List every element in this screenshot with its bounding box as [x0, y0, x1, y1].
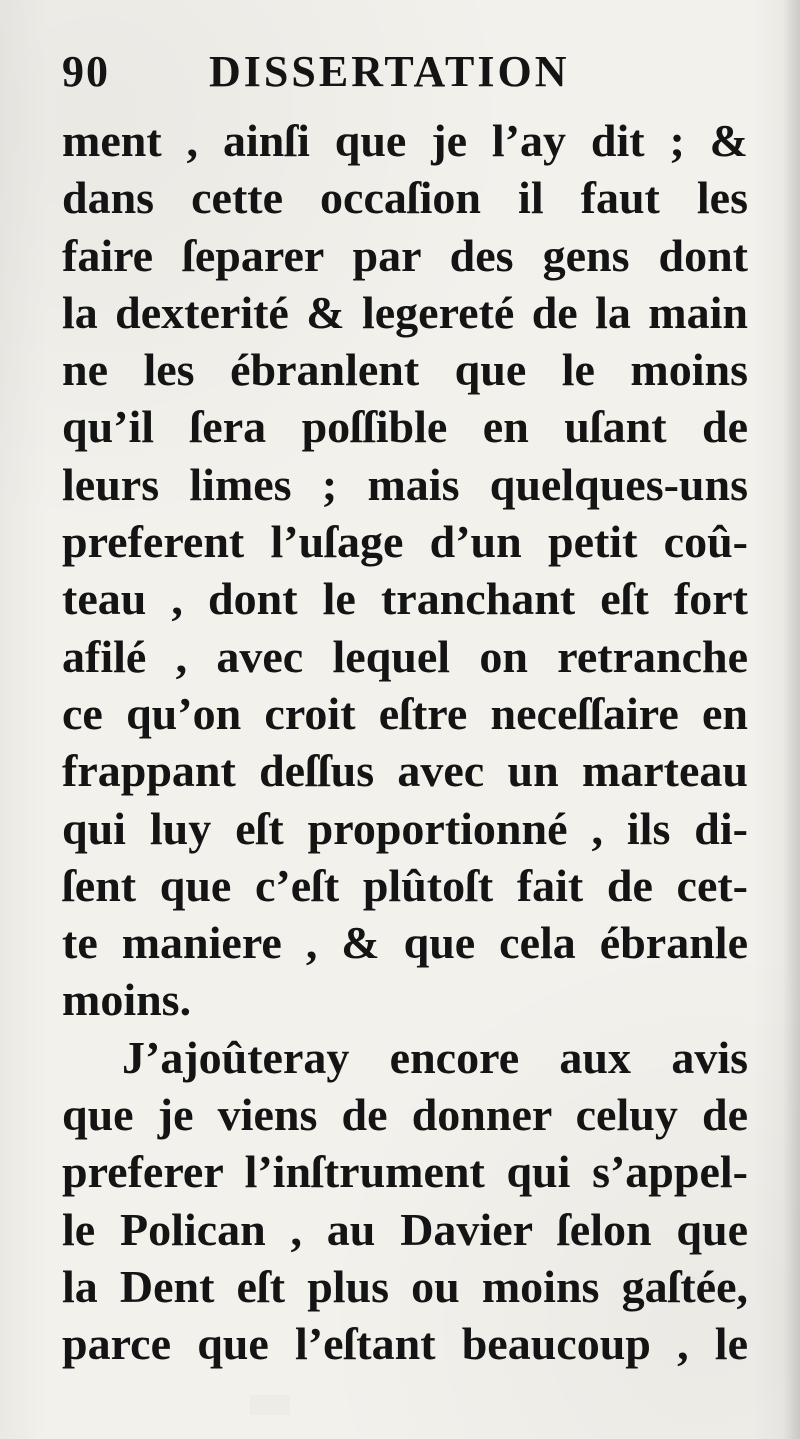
text-line-15: te maniere , & que cela ébranle: [62, 917, 748, 969]
text-line-19: preferer l’inſtrument qui s’appel-: [62, 1146, 748, 1198]
text-line-8: preferent l’uſage d’un petit coû-: [62, 516, 748, 568]
text-line-12: frappant deſſus avec un marteau: [62, 745, 748, 797]
text-line-22: parce que l’eſtant beaucoup , le: [62, 1318, 748, 1370]
text-line-2: dans cette occaſion il faut les: [62, 172, 748, 224]
body-text: [62, 112, 748, 1373]
text-line-16: moins.: [62, 974, 192, 1026]
paper-mark: [250, 1395, 290, 1415]
text-line-1: ment , ainſi que je l’ay dit ; &: [62, 115, 748, 166]
running-title: DISSERTATION: [209, 47, 570, 96]
text-line-7: leurs limes ; mais quelques-uns: [62, 458, 748, 510]
text-line-5: ne les ébranlent que le moins: [62, 344, 748, 396]
paragraph-start-line: J’ajoûteray encore aux avis: [122, 1031, 748, 1083]
text-line-11: ce qu’on croit eſtre neceſſaire en: [62, 687, 748, 739]
page-edge-shadow: [784, 0, 800, 1439]
text-line-18: que je viens de donner celuy de: [62, 1089, 748, 1141]
text-line-9: teau , dont le tranchant eſt fort: [62, 573, 748, 625]
text-line-20: le Polican , au Davier ſelon que: [62, 1203, 748, 1255]
page-number: 90: [62, 47, 110, 96]
text-line-6: qu’il ſera poſſible en uſant de: [62, 401, 748, 453]
text-line-14: ſent que c’eſt plûtoſt fait de cet-: [62, 859, 748, 911]
text-line-10: afilé , avec lequel on retranche: [62, 630, 748, 682]
text-line-4: la dexterité & legereté de la main: [62, 286, 748, 338]
text-line-21: la Dent eſt plus ou moins gaſtée,: [62, 1260, 748, 1312]
text-line-3: faire ſeparer par des gens dont: [62, 229, 748, 281]
text-line-13: qui luy eſt proportionné , ils di-: [62, 802, 748, 854]
page-header: [62, 48, 569, 96]
